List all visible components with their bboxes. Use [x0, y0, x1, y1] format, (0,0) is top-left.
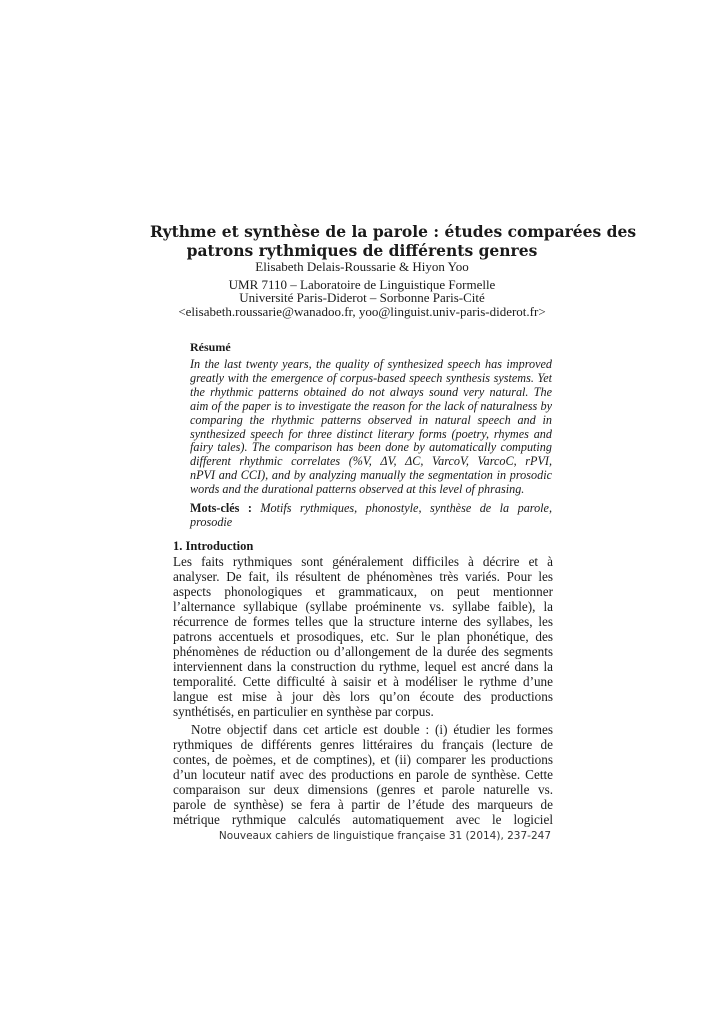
abstract-line: comparing the rhythmic patterns observed in natural speech and in [190, 413, 552, 427]
body-line: rythmiques de différents genres littéraires du français (lecture de [173, 738, 553, 753]
title-line-1: Rythme et synthèse de la parole : études comparées des [150, 222, 637, 241]
authors: Elisabeth Delais-Roussarie & Hiyon Yoo [255, 259, 469, 274]
abstract-line: the rhythmic patterns obtained do not always sound very natural. The [190, 385, 552, 399]
body-line: aspects phonologiques et grammaticaux, on peut mentionner [173, 584, 553, 599]
abstract-line: aim of the paper is to investigate the reason for the lack of naturalness by [190, 399, 552, 413]
paper-title [150, 222, 637, 260]
body-line: Les faits rythmiques sont généralement difficiles à décrire et à [173, 555, 553, 569]
journal-footer: Nouveaux cahiers de linguistique française 31 (2014), 237-247 [218, 830, 551, 842]
body-line: synthétisés, en particulier en synthèse par corpus. [173, 704, 434, 719]
abstract-line: greatly with the emergence of corpus-based speech synthesis systems. Yet [190, 371, 552, 385]
author-emails: <elisabeth.roussarie@wanadoo.fr, yoo@linguist.univ-paris-diderot.fr> [178, 304, 546, 319]
keywords-text: Motifs rythmiques, phonostyle, synthèse de la parole, prosodie [190, 501, 553, 530]
body-text [173, 539, 553, 828]
title-line-2: patrons rythmiques de différents genres [186, 241, 538, 260]
body-line: langue est mise à jour dès lors qu’on écoute des productions [173, 689, 553, 704]
body-line: d’un locuteur natif avec des productions en parole de synthèse. Cette [173, 768, 553, 783]
section-title: 1. Introduction [173, 539, 254, 553]
body-line: interviennent dans la construction du rythme, lequel est ancré dans la [173, 659, 553, 674]
abstract-heading: Résumé [190, 340, 231, 354]
abstract-line: In the last twenty years, the quality of synthesized speech has improved [190, 358, 552, 371]
keywords [190, 501, 552, 529]
body-line: patrons accentuels et prosodiques, etc. Sur le plan phonétique, des [173, 629, 553, 644]
affiliation-lab: UMR 7110 – Laboratoire de Linguistique Formelle [228, 277, 496, 292]
abstract-line: different rhythmic correlates (%V, ΔV, ΔC, VarcoV, VarcoC, rPVI, [190, 455, 552, 469]
body-line: métrique rythmique calculés automatiquement avec le logiciel [173, 813, 553, 828]
abstract-line: words and the durational patterns observed at this level of phrasing. [190, 483, 525, 497]
body-line: temporalité. Cette difficulté à saisir et à modéliser le rythme d’une [173, 674, 553, 689]
paragraph-2 [173, 723, 553, 828]
body-line: analyser. De fait, ils résultent de phénomènes très variés. Pour les [173, 569, 553, 584]
body-line: contes, de poèmes, et de comptines), et (ii) comparer les productions [173, 753, 553, 768]
body-line: Notre objectif dans cet article est double : (i) étudier les formes [191, 723, 553, 738]
abstract [190, 339, 552, 529]
body-line: phénomènes de réduction ou d’allongement de la durée des segments [173, 644, 553, 659]
body-line: récurrence de formes telles que la structure interne des syllabes, les [173, 614, 553, 629]
body-line: parole de synthèse) se fera à partir de l’étude des marqueurs de [173, 798, 553, 813]
body-line: comparaison sur deux dimensions (genres et parole naturelle vs. [173, 783, 553, 798]
paragraph-1 [173, 555, 553, 719]
abstract-line: synthesized speech for three distinct literary forms (poetry, rhymes and [190, 427, 552, 441]
abstract-line: nPVI and CCI), and by analyzing manually the segmentation in prosodic [190, 469, 552, 483]
keywords-label: Mots-clés : [190, 501, 252, 516]
affiliation-university: Université Paris-Diderot – Sorbonne Paris-Cité [239, 290, 485, 305]
body-line: l’alternance syllabique (syllabe proéminente vs. syllabe faible), la [173, 599, 553, 614]
abstract-line: fairy tales). The comparison has been done by automatically computing [190, 441, 552, 455]
